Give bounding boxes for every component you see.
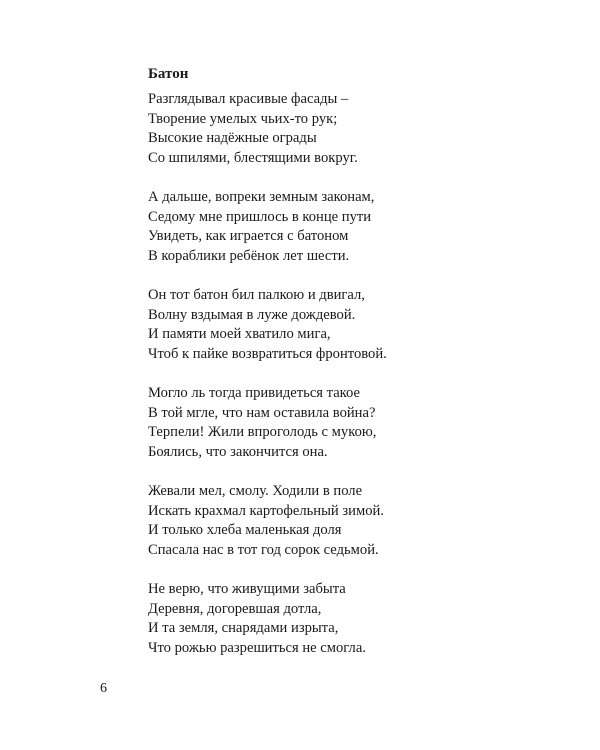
poem-line: Не верю, что живущими забыта	[148, 581, 346, 597]
poem-line: Седому мне пришлось в конце пути	[148, 208, 372, 225]
stanza-3	[148, 286, 568, 364]
stanza-5	[148, 482, 568, 560]
poem-line: Терпели! Жили впроголодь с мукою,	[148, 424, 377, 440]
poem-line: Что рожью разрешиться не смогла.	[148, 639, 366, 656]
stanza-4	[148, 384, 568, 462]
poem-line: Спасала нас в тот год сорок седьмой.	[148, 541, 379, 558]
poem-line: И та земля, снарядами изрыта,	[148, 620, 339, 636]
poem-line: Высокие надёжные ограды	[148, 130, 317, 146]
poem-line: А дальше, вопреки земным законам,	[148, 189, 375, 205]
poem-line: Со шпилями, блестящими вокруг.	[148, 149, 358, 166]
poem-line: Творение умелых чьих-то рук;	[148, 110, 338, 127]
poem-line: И памяти моей хватило мига,	[148, 326, 331, 342]
poem-body	[148, 90, 568, 678]
poem-line: В той мгле, что нам оставила война?	[148, 404, 376, 421]
poem-line: Могло ль тогда привидеться такое	[148, 385, 360, 401]
stanza-1	[148, 90, 568, 168]
poem-title: Батон	[148, 66, 189, 82]
page-number: 6	[100, 681, 107, 696]
poem-line: Он тот батон бил палкою и двигал,	[148, 287, 365, 303]
poem-line: Жевали мел, смолу. Ходили в поле	[148, 483, 363, 499]
poem-line: Боялись, что закончится она.	[148, 443, 328, 460]
poem-line: В кораблики ребёнок лет шести.	[148, 247, 350, 264]
poem-line: Волну вздымая в луже дождевой.	[148, 306, 356, 323]
poem-line: Увидеть, как играется с батоном	[148, 228, 349, 244]
stanza-6	[148, 580, 568, 658]
poem-line: Деревня, догоревшая дотла,	[148, 600, 322, 617]
stanza-2	[148, 188, 568, 266]
poem-line: Разглядывал красивые фасады –	[148, 91, 349, 107]
poem-line: И только хлеба маленькая доля	[148, 522, 342, 538]
poem-line: Искать крахмал картофельный зимой.	[148, 502, 384, 519]
poem-line: Чтоб к пайке возвратиться фронтовой.	[148, 345, 387, 362]
